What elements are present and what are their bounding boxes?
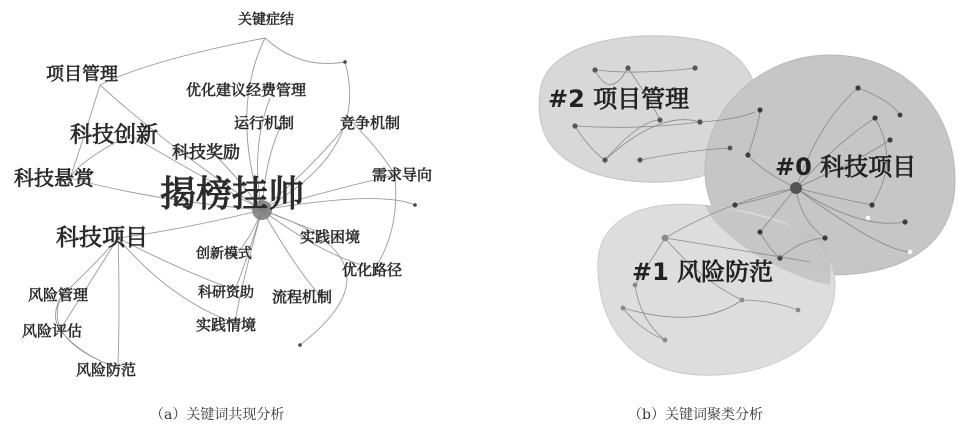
caption-b: （b）关键词聚类分析 (628, 407, 763, 423)
keyword-keyanzizhu: 科研资助 (198, 285, 254, 301)
keyword-fengxianpinggu: 风险评估 (22, 322, 83, 340)
keyword-fengxianfangfan: 风险防范 (76, 361, 137, 379)
keyword-yunxingjizhi: 运行机制 (234, 114, 295, 132)
cooccurrence-network (14, 11, 432, 379)
cluster-label-0: #0 科技项目 (775, 153, 917, 181)
keyword-guanjianzhengjie: 关键症结 (238, 12, 294, 28)
keyword-kejichuangxin: 科技创新 (70, 122, 159, 148)
keyword-fengxianguanli: 风险管理 (28, 286, 89, 304)
keyword-jiebangguashuai: 揭榜挂帅 (160, 173, 305, 215)
cluster-map (539, 36, 955, 375)
keyword-youhualujing: 优化路径 (342, 261, 403, 279)
keyword-youhuajianyi-jingfeiguanli: 优化建议经费管理 (186, 81, 307, 99)
keyword-kejixuanshang: 科技悬赏 (14, 166, 94, 190)
keyword-shijianqingjing: 实践情境 (196, 316, 257, 334)
keyword-jingzhengjizhi: 竞争机制 (340, 114, 401, 132)
keyword-xiangmuguanli: 项目管理 (46, 64, 118, 85)
cluster-label-2: #2 项目管理 (548, 85, 690, 113)
keyword-shijiankunjing: 实践困境 (300, 228, 361, 246)
caption-a: （a）关键词共现分析 (150, 407, 285, 423)
cluster-0-hub-node (790, 182, 802, 194)
cluster-label-1: #1 风险防范 (632, 258, 774, 286)
keyword-kejixiangmu: 科技项目 (56, 224, 148, 251)
keyword-xuqiudaoxiang: 需求导向 (372, 166, 433, 184)
keyword-liuchengjizhi: 流程机制 (272, 288, 333, 306)
keyword-kejijiangli: 科技奖励 (172, 143, 240, 163)
keyword-chuangxinmoshi: 创新模式 (196, 246, 252, 262)
